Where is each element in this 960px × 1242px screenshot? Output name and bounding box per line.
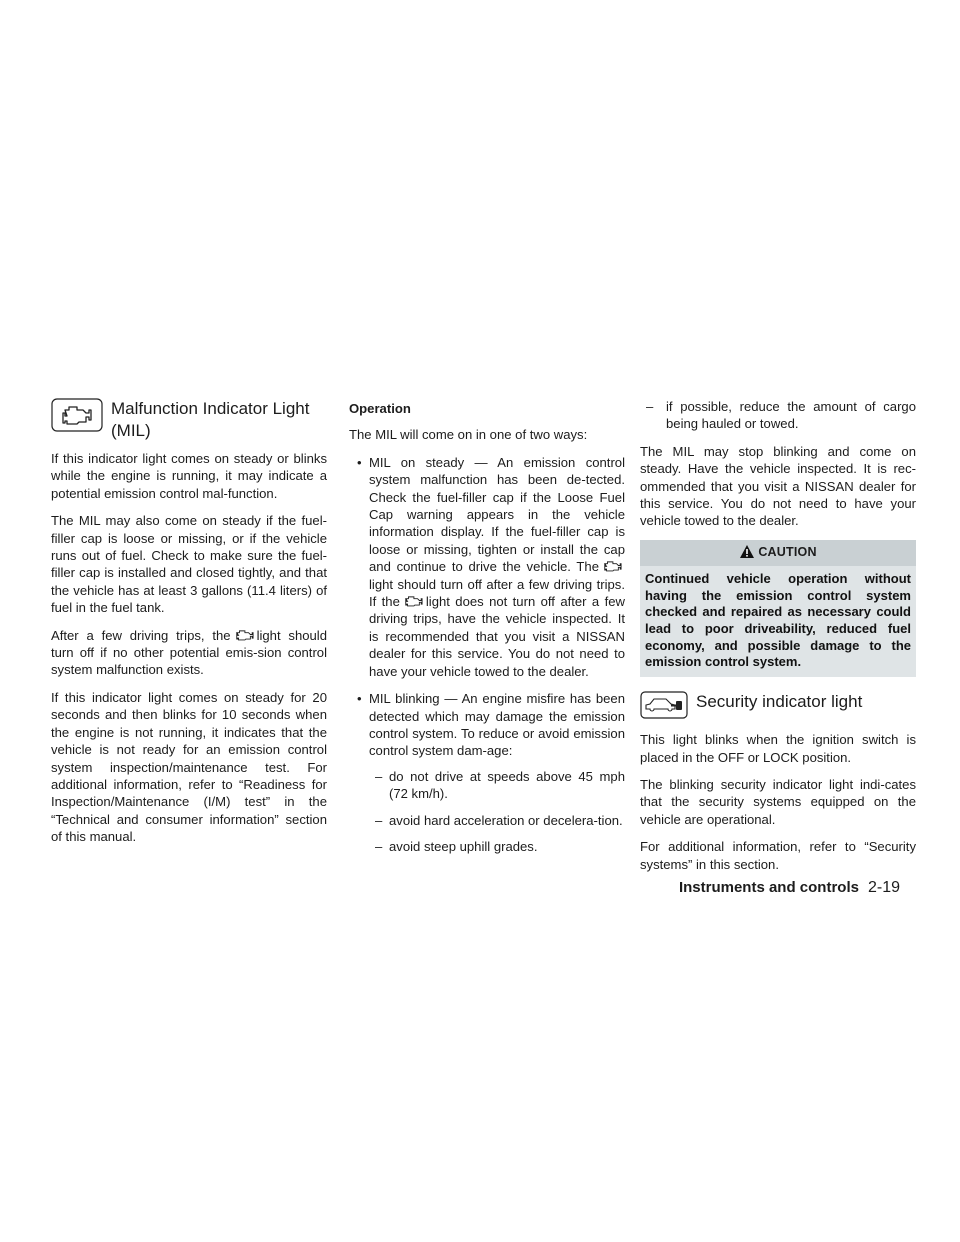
bullet1-part-b: light should turn off after a few driving trips. If the — [369, 576, 625, 610]
caution-label: CAUTION — [758, 544, 817, 559]
list-item — [349, 690, 625, 855]
mil-title: Malfunction Indicator Light (MIL) — [111, 399, 310, 440]
warning-triangle-icon — [739, 544, 755, 559]
mil-p3-after: light should turn off if no other potential emis-sion control system malfunction exists. — [51, 627, 327, 678]
mil-paragraph-3 — [51, 627, 327, 679]
page-footer — [679, 879, 900, 897]
mil-paragraph-4: If this indicator light comes on steady for 20 seconds and then blinks for 10 seconds when the engine is not running, it indicates that the vehicle is not ready for an emission control system inspection/maintenance test. For additional information, refer to “Readiness for Inspection/Maintenance (I/M) test” in the “Technical and consumer information” section of this manual. — [51, 689, 327, 845]
dash-item: – avoid steep uphill grades. — [369, 838, 625, 855]
dash-list — [369, 768, 625, 856]
mil-p3-before: After a few driving trips, the — [51, 627, 231, 643]
check-engine-icon — [51, 398, 103, 436]
column-right — [640, 398, 916, 883]
operation-after-paragraph: The MIL may stop blinking and come on steady. Have the vehicle inspected. It is rec-ommended that you visit a NISSAN dealer for this service. You do not need to have your vehicle towed to the dealer. — [640, 443, 916, 529]
check-engine-icon — [602, 559, 622, 572]
security-paragraph-1: This light blinks when the ignition switch is placed in the OFF or LOCK position. — [640, 732, 916, 765]
mil-heading — [51, 398, 327, 442]
operation-intro: The MIL will come on in one of two ways: — [349, 427, 588, 443]
security-paragraph-2: The blinking security indicator light indi-cates that the security systems equipped on the vehicle are operational. — [640, 777, 916, 827]
column-middle — [349, 398, 625, 865]
mil-paragraph-1: If this indicator light comes on steady or blinks while the engine is running, it may indicate a potential emission control mal-function. — [51, 451, 327, 501]
caution-box — [640, 540, 916, 677]
dash-item: – avoid hard acceleration or decelera-tion. — [369, 812, 625, 829]
check-engine-icon — [234, 628, 254, 641]
dash-item: – do not drive at speeds above 45 mph (72 km/h). — [369, 768, 625, 803]
dash-item: – if possible, reduce the amount of cargo being hauled or towed. — [646, 398, 916, 433]
bullet2-text: MIL blinking — An engine misfire has been detected which may damage the emission control system. To reduce or avoid emission control system dam-age: — [369, 691, 625, 759]
operation-heading: Operation — [349, 401, 411, 416]
dash-list-continued — [640, 398, 916, 433]
operation-bullet-list — [349, 454, 625, 856]
caution-header — [640, 540, 916, 566]
column-left — [51, 398, 327, 856]
security-heading — [640, 691, 916, 723]
bullet1-part-a: MIL on steady — An emission control system malfunction has been de-tected. Check the fuel-filler cap if the Loose Fuel Cap warning appears in the vehicle information display. If the fuel-filler cap is loose or missing, tighten or install the cap and continue to drive the vehicle. The — [369, 454, 625, 575]
mil-paragraph-2: The MIL may also come on steady if the fuel-filler cap is loose or missing, or if the vehicle runs out of fuel. Check to make sure the fuel-filler cap is installed and closed tightly, and that the vehicle has at least 3 gallons (11.4 liters) of fuel in the fuel tank. — [51, 513, 327, 616]
footer-section-title: Instruments and controls — [678, 879, 859, 896]
security-title: Security indicator light — [696, 691, 863, 711]
bullet1-part-c: light does not turn off after a few driving trips, have the vehicle inspected. It is recommended that you visit a NISSAN dealer for this service. You do not need to have your vehicle towed to the dealer. — [369, 594, 625, 679]
check-engine-icon — [403, 594, 423, 607]
security-paragraph-3: For additional information, refer to “Security systems” in this section. — [640, 839, 916, 872]
security-car-key-icon — [640, 691, 688, 723]
list-item — [349, 454, 625, 680]
page-number: 2-19 — [867, 879, 900, 896]
caution-text: Continued vehicle operation without having the emission control system checked and repaired as necessary could lead to poor driveability, reduced fuel economy, and possible damage to the emission control system. — [640, 566, 916, 677]
